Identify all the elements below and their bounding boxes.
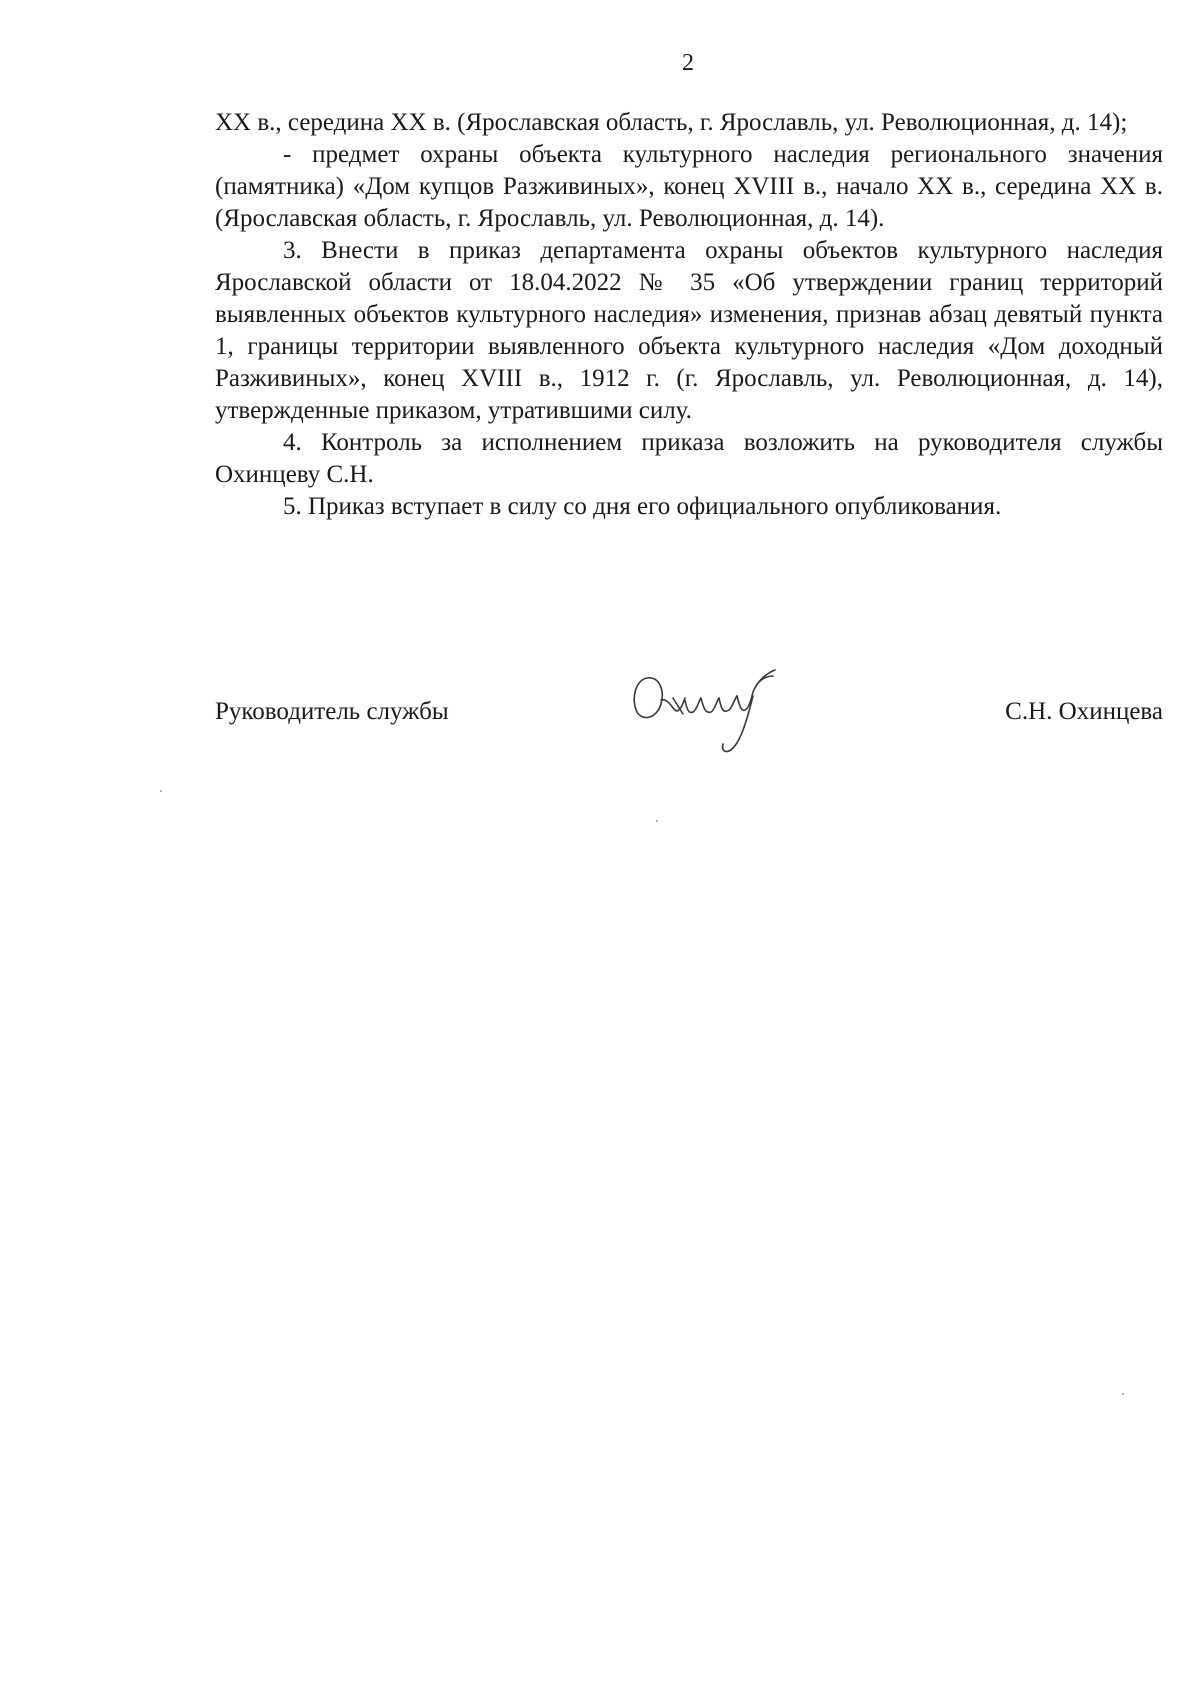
page-number: 2 [682,50,694,76]
paragraph-item-5: 5. Приказ вступает в силу со дня его официального опубликования. [283,493,1002,520]
paragraph-protection-subject: - предмет охраны объекта культурного наследия регионального значения (памятника) «Дом купцов Разживиных», конец XVIII в., начало XX в., середина XX в. (Ярославская область, г. Ярославль, ул. Революционная, д. 14). [215,141,1163,232]
scan-speck [1122,1393,1124,1395]
signatory-position: Руководитель службы [215,698,449,725]
paragraph-item-3: 3. Внести в приказ департамента охраны объектов культурного наследия Ярославской области от 18.04.2022 № 35 «Об утверждении границ территорий выявленных объектов культурного наследия» изменения, признав абзац девятый пункта 1, границы территории выявленного объекта культурного наследия «Дом доходный Разживиных», конец XVIII в., 1912 г. (г. Ярославль, ул. Революционная, д. 14), утвержденные приказом, утратившими силу. [215,237,1163,424]
signature-block [215,688,1163,788]
paragraph-item-4: 4. Контроль за исполнением приказа возложить на руководителя службы Охинцеву С.Н. [215,429,1163,488]
handwritten-signature [625,660,795,760]
paragraph-continuation: XX в., середина XX в. (Ярославская область, г. Ярославль, ул. Революционная, д. 14); [215,109,1128,136]
document-body [215,107,1163,523]
scan-speck [656,820,658,822]
scan-speck [160,790,162,792]
signatory-name: С.Н. Охинцева [1005,698,1163,725]
